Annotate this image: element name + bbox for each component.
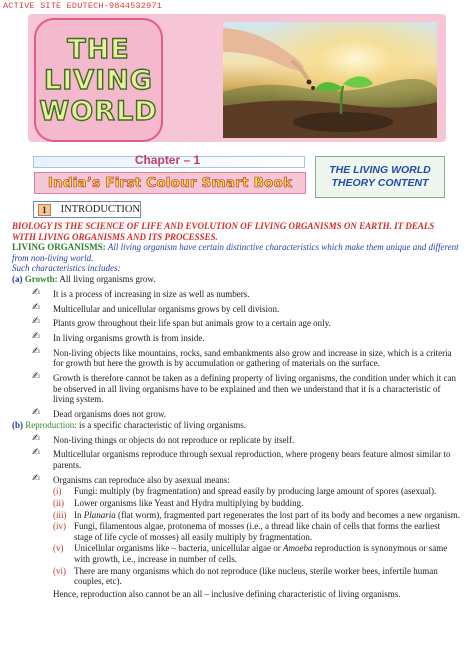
content-box-line: THE LIVING WORLD — [329, 164, 431, 176]
title-line: WORLD — [39, 95, 158, 127]
theory-content-box — [315, 156, 445, 198]
sub-list-item: (vi) There are many organisms which do not reproduce (like nucleus, sterile worker bees, infertile human couples, etc). — [53, 565, 438, 587]
growth-heading — [12, 274, 460, 285]
pen-bullet-icon: ✍ — [32, 371, 41, 383]
sprout-photo — [223, 22, 437, 138]
pen-bullet-icon: ✍ — [32, 331, 41, 343]
sub-list-item: (i) Fungi: multiply (by fragmentation) and spread easily by producing large amount of spores (asexual). — [53, 486, 437, 497]
sub-list-item: (iv) Fungi, filamentous algae, protonema of mosses (i.e., a thread like chain of cells that forms the earliest stage of life cycle of mosses) all easily multiply by fragmentation. — [53, 521, 441, 542]
sub-list-item: (iii) In Planaria (flat worm), fragmented part regenerates the lost part of its body and becomes a new organism. — [53, 509, 460, 520]
list-item: ✍ Non-living objects like mountains, rocks, sand embankments also grow and increase in size, which is a criteria for growth but here the growth is by accumulation or gathering of materials on the surface. — [32, 345, 452, 369]
pen-bullet-icon: ✍ — [32, 301, 41, 313]
list-item: ✍ Multicellular organisms reproduce through sexual reproduction, where progeny bears feature almost similar to parents. — [32, 447, 451, 470]
chapter-number: Chapter – 1 — [134, 153, 201, 167]
reproduction-name: Reproduction: — [25, 419, 77, 430]
pen-bullet-icon: ✍ — [32, 447, 41, 459]
list-item: ✍ Plants grow throughout their life span but animals grow to a certain age only. — [32, 316, 331, 329]
list-item: ✍ Multicellular and unicellular organisms grows by cell division. — [32, 301, 280, 314]
reproduction-heading — [12, 420, 460, 431]
sprout-illustration — [223, 22, 437, 138]
chapter-title-badge — [34, 18, 163, 142]
section-heading — [33, 201, 141, 218]
growth-name: Growth: — [24, 273, 58, 284]
list-item: ✍ It is a process of increasing in size as well as numbers. — [32, 286, 250, 299]
list-item: ✍ Non-living things or objects do not reproduce or replicate by itself. — [32, 432, 295, 445]
pen-bullet-icon: ✍ — [32, 286, 41, 298]
sub-list-item: (v) Unicellular organisms like – bacteria, unicellular algae or Amoeba reproduction is synonymous or same with growth, i.e., increase in number of cells. — [53, 543, 448, 564]
content-box-line: THEORY CONTENT — [331, 177, 429, 189]
pen-bullet-icon: ✍ — [32, 432, 41, 444]
pen-bullet-icon: ✍ — [32, 472, 41, 484]
pen-bullet-icon: ✍ — [32, 407, 41, 419]
section-title: INTRODUCTION — [60, 204, 140, 215]
growth-letter: (a) — [12, 273, 23, 284]
sub-list-item: (ii) Lower organisms like Yeast and Hydra multiplying by budding. — [53, 497, 304, 508]
living-organisms-body: All living organism have certain distinctive characteristics which make them unique and different from non-living world. — [12, 242, 459, 263]
title-line: THE — [67, 33, 130, 65]
body-text — [12, 221, 460, 599]
living-organisms-para — [12, 242, 460, 263]
reproduction-desc: is a specific characteristic of living organisms. — [76, 419, 247, 430]
smart-book-banner: India’s First Colour Smart Book — [34, 172, 306, 194]
biology-definition: BIOLOGY IS THE SCIENCE OF LIFE AND EVOLUTION OF LIVING ORGANISMS ON EARTH. IT DEALS WITH LIVING ORGANISMS AND ITS PROCESSES. — [12, 221, 435, 242]
living-organisms-lead: LIVING ORGANISMS: — [12, 242, 106, 253]
list-item: ✍ Growth is therefore cannot be taken as a defining property of living organisms, the condition under which it can be observed in all living organisms have to be explained and then we understand that it is a characteristic of living system. — [32, 371, 456, 405]
section-number: 1 — [38, 204, 51, 216]
pen-bullet-icon: ✍ — [32, 316, 41, 328]
pen-bullet-icon: ✍ — [32, 345, 41, 357]
characteristics-intro: Such characteristics includes: — [12, 263, 121, 274]
reproduction-letter: (b) — [12, 419, 23, 430]
reproduction-closing: Hence, reproduction also cannot be an all – inclusive defining characteristic of living organisms. — [53, 588, 401, 599]
growth-desc: All living organisms grow. — [57, 273, 156, 284]
list-item: ✍ Dead organisms does not grow. — [32, 407, 166, 420]
watermark-text: ACTIVE SITE EDUTECH-9844532971 — [3, 1, 163, 11]
list-item: ✍ Organisms can reproduce also by asexual means: — [32, 472, 230, 485]
title-line: LIVING — [44, 64, 153, 96]
list-item: ✍ In living organisms growth is from inside. — [32, 331, 205, 344]
